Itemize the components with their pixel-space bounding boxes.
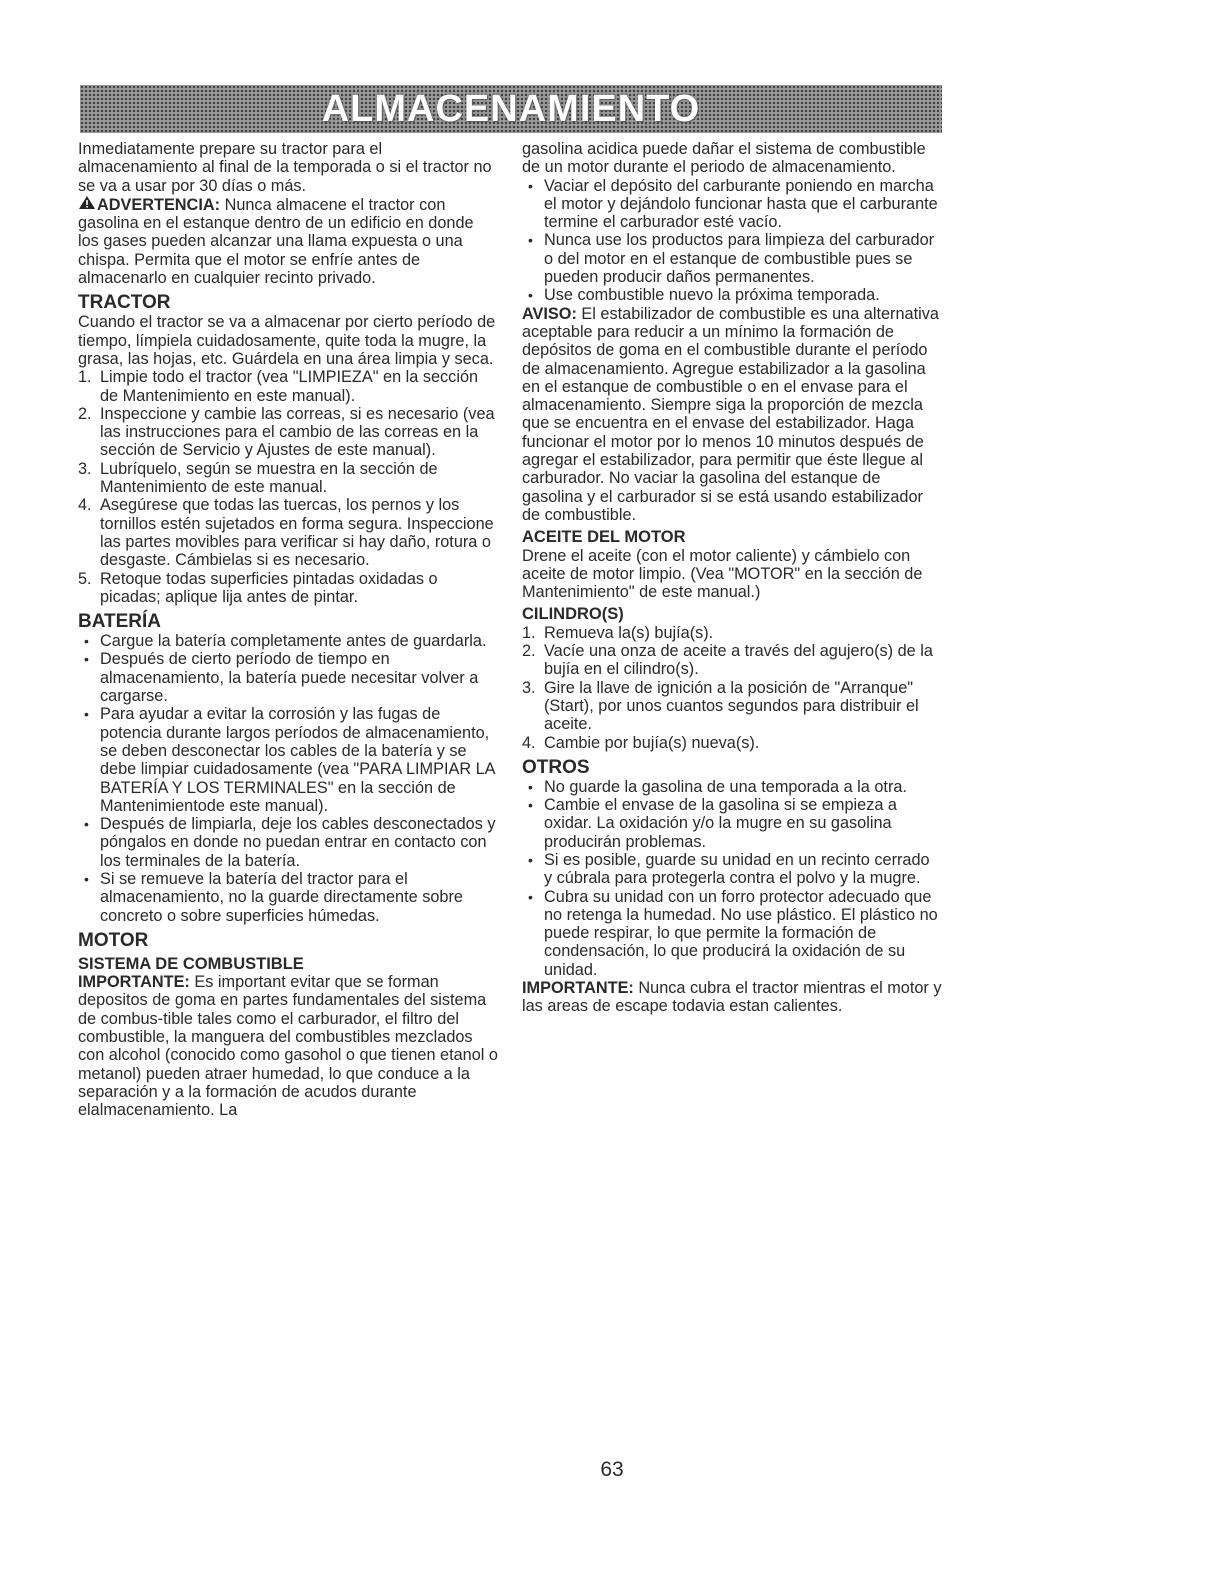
warning-paragraph	[78, 195, 498, 287]
list-item: 3. Lubríquelo, según se muestra en la sección de Mantenimiento de este manual.	[78, 459, 438, 497]
list-item: 1. Limpie todo el tractor (vea "LIMPIEZA" en la sección de Mantenimiento en este manual).	[78, 368, 479, 405]
tractor-heading: TRACTOR	[78, 292, 171, 314]
importante-paragraph	[78, 973, 498, 1119]
tractor-steps	[78, 368, 498, 606]
list-item: 3. Gire la llave de ignición a la posición de "Arranque" (Start), por unos cuantos segundos para distribuir el aceite.	[522, 678, 919, 734]
aceite-text: Drene el aceite (con el motor caliente) y cámbielo con aceite de motor limpio. (Vea "MOTOR" en la sección de Mantenimiento" de este manual.)	[522, 546, 923, 602]
aviso-label: AVISO:	[522, 304, 577, 323]
fuel-list	[522, 177, 942, 305]
bullet-icon: •	[84, 870, 89, 887]
warning-text: Nunca almacene el tractor con gasolina en el estanque dentro de un edificio en donde los gases pueden alcanzar una llama expuesta o una chispa. Permita que el motor se enfríe antes de almacenarlo en cualquier recinto privado.	[78, 195, 474, 288]
list-item: 2. Vacíe una onza de aceite a través del agujero(s) de la bujía en el cilindro(s).	[522, 642, 933, 679]
list-item: • Después de limpiarla, deje los cables desconectados y póngalos en donde no puedan entrar en contacto con los terminales de la batería.	[84, 815, 496, 870]
continuation-paragraph: gasolina acidica puede dañar el sistema de combustible de un motor durante el periodo de almacenamiento.	[522, 140, 926, 177]
importante-label: IMPORTANTE:	[78, 973, 190, 992]
list-item: • Si es posible, guarde su unidad en un recinto cerrado y cúbrala para protegerla contra el polvo y la mugre.	[528, 850, 930, 888]
intro-paragraph: Inmediatamente prepare su tractor para el almacenamiento al final de la temporada o si el tractor no se va a usar por 30 días o más.	[78, 140, 492, 195]
bullet-icon: •	[528, 888, 533, 905]
motor-heading: MOTOR	[78, 929, 149, 951]
bateria-list	[78, 632, 498, 925]
list-item: 2. Inspeccione y cambie las correas, si es necesario (vea las instrucciones para el cambio de las correas en la sección de Servicio y Ajustes de este manual).	[78, 404, 495, 460]
list-item: • Use combustible nuevo la próxima temporada.	[528, 286, 880, 305]
cilindro-heading: CILINDRO(S)	[522, 605, 624, 624]
bullet-icon: •	[84, 651, 89, 668]
bullet-icon: •	[528, 851, 533, 868]
warning-triangle-icon	[78, 195, 96, 214]
warning-label: ADVERTENCIA:	[97, 195, 221, 214]
page-number: 63	[600, 1458, 624, 1481]
aviso-paragraph	[522, 305, 942, 525]
list-item: 4. Cambie por bujía(s) nueva(s).	[522, 733, 760, 752]
aceite-heading: ACEITE DEL MOTOR	[522, 528, 686, 547]
list-item: • Después de cierto período de tiempo en almacenamiento, la batería puede necesitar volver a cargarse.	[84, 650, 479, 706]
bullet-icon: •	[528, 778, 533, 795]
importante2-text: Nunca cubra el tractor mientras el motor y las areas de escape todavia estan calientes.	[522, 979, 942, 1016]
list-item: 1. Remueva la(s) bujía(s).	[522, 623, 714, 642]
list-item: • Cargue la batería completamente antes de guardarla.	[84, 632, 487, 651]
left-column	[78, 140, 498, 1120]
bullet-icon: •	[84, 816, 89, 833]
list-item: • Vaciar el depósito del carburante poniendo en marcha el motor y dejándolo funcionar hasta que el carburante termine el carburador esté vacío.	[528, 176, 938, 232]
list-item: • Cubra su unidad con un forro protector adecuado que no retenga la humedad. No use plástico. El plástico no puede respirar, lo que permite la formación de condensación, lo que producirá la oxidación de su unidad.	[528, 887, 938, 979]
list-item: 5. Retoque todas superficies pintadas oxidadas o picadas; aplique lija antes de pintar.	[78, 569, 438, 606]
bullet-icon: •	[84, 706, 89, 723]
list-item: 4. Asegúrese que todas las tuercas, los pernos y los tornillos estén sujetados en forma segura. Inspeccione las partes movibles para verificar si hay daño, rotura o desgaste. Cámbielas si es necesario.	[78, 496, 494, 570]
bateria-heading: BATERÍA	[78, 611, 162, 633]
list-item: • Nunca use los productos para limpieza del carburador o del motor en el estanque de combustible pues se pueden producir daños permanentes.	[528, 231, 935, 287]
combustible-heading: SISTEMA DE COMBUSTIBLE	[78, 954, 304, 973]
otros-heading: OTROS	[522, 756, 590, 778]
aviso-text: El estabilizador de combustible es una alternativa aceptable para reducir a un mínimo la formación de depósitos de goma en el combustible durante el período de almacenamiento. Agregue estabilizador a la gasolina en el estanque de combustible o en el envase para el almacenamiento. Siempre siga la proporción de mezcla que se encuentra en el envase del estabilizador. Haga funcionar el motor por lo menos 10 minutos después de agregar el estabilizador, para permitir que éste llegue al carburador. No vaciar la gasolina del estanque de gasolina y el carburador si se está usando estabilizador de combustible.	[522, 304, 939, 524]
otros-list	[522, 778, 942, 979]
list-item: • Cambie el envase de la gasolina si se empieza a oxidar. La oxidación y/o la mugre en su gasolina producirán problemas.	[528, 796, 897, 851]
cilindro-steps	[522, 624, 942, 752]
list-item: • Para ayudar a evitar la corrosión y las fugas de potencia durante largos períodos de almacenamiento, se deben desconectar los cables de la batería y se debe limpiar cuidadosamente (vea "PARA LIMPIAR LA BATERÍA Y LOS TERMINALES" en la sección de Mantenimientode este manual).	[84, 705, 495, 815]
bullet-icon: •	[528, 287, 533, 304]
list-item: • Si se remueve la batería del tractor para el almacenamiento, no la guarde directamente sobre concreto o sobre superficies húmedas.	[84, 869, 463, 925]
importante2-label: IMPORTANTE:	[522, 979, 634, 998]
importante2-paragraph	[522, 979, 942, 1016]
bullet-icon: •	[528, 232, 533, 249]
page-title: ALMACENAMIENTO	[321, 87, 701, 130]
bullet-icon: •	[528, 797, 533, 814]
bullet-icon: •	[528, 177, 533, 194]
title-banner	[80, 85, 942, 133]
right-column	[522, 140, 942, 1016]
importante-text: Es important evitar que se forman depositos de goma en partes fundamentales del sistema de combus-tible tales como el carburador, el filtro del combustible, la manguera del combustibles mezclados con alcohol (conocido como gasohol o que tienen etanol o metanol) pueden atraer humedad, lo que conduce a la separación y a la formación de acudos durante elalmacenamiento. La	[78, 973, 498, 1120]
tractor-intro: Cuando el tractor se va a almacenar por cierto período de tiempo, límpiela cuidadosamente, quite toda la mugre, la grasa, las hojas, etc. Guárdela en una área limpia y seca.	[78, 313, 496, 368]
list-item: • No guarde la gasolina de una temporada a la otra.	[528, 777, 907, 796]
bullet-icon: •	[84, 633, 89, 650]
